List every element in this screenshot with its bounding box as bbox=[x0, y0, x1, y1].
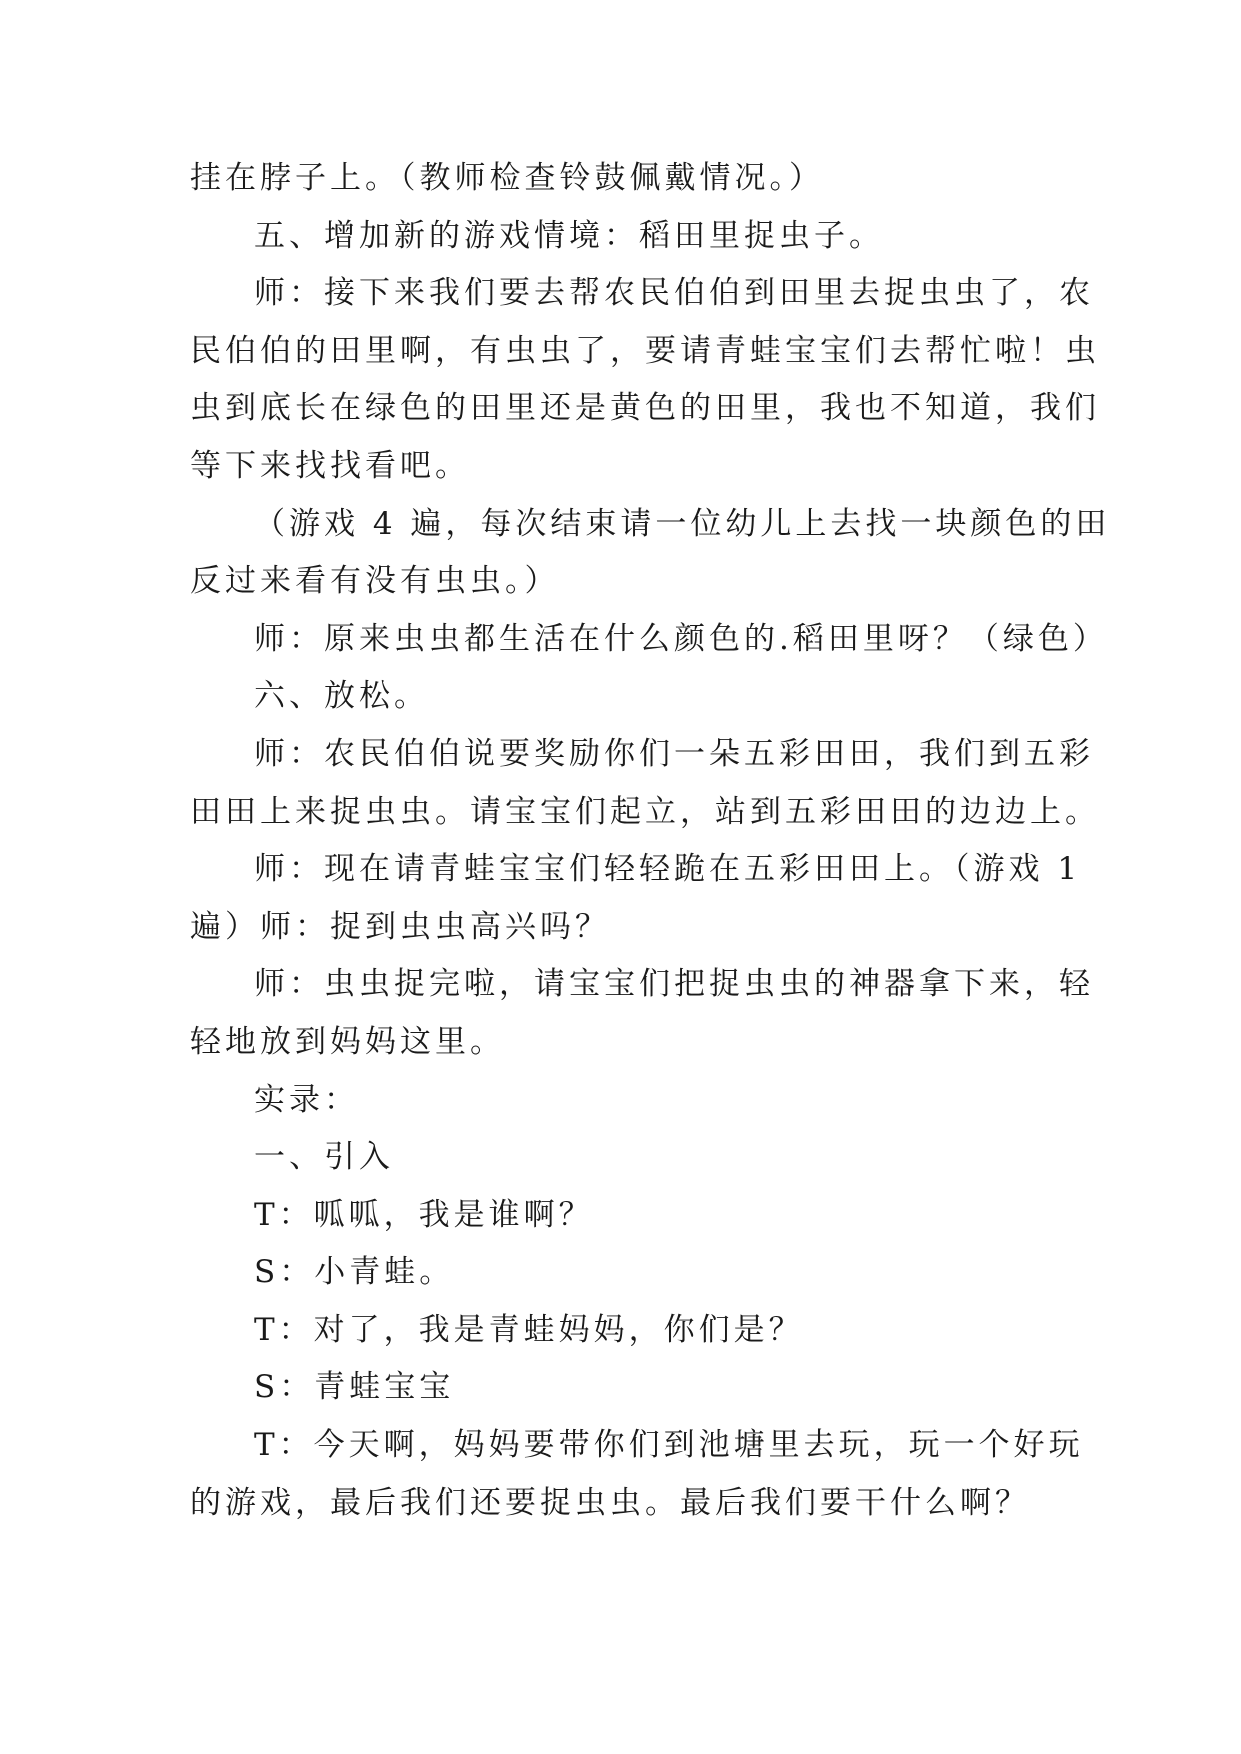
text-line: 民伯伯的田里啊，有虫虫了，要请青蛙宝宝们去帮忙啦！虫 bbox=[190, 332, 1100, 369]
text-line: 挂在脖子上。（教师检查铃鼓佩戴情况。） bbox=[190, 160, 824, 196]
text-line: 的游戏，最后我们还要捉虫虫。最后我们要干什么啊？ bbox=[190, 1484, 1030, 1521]
text-line: T：呱呱，我是谁啊？ bbox=[254, 1196, 594, 1233]
text-line: 轻地放到妈妈这里。 bbox=[190, 1023, 505, 1060]
text-line: （游戏 4 遍，每次结束请一位幼儿上去找一块颜色的田 bbox=[254, 505, 1111, 542]
text-line: 师：虫虫捉完啦，请宝宝们把捉虫虫的神器拿下来，轻 bbox=[254, 966, 1094, 1003]
text-line: 虫到底长在绿色的田里还是黄色的田里，我也不知道，我们 bbox=[190, 390, 1100, 427]
text-line: T：今天啊，妈妈要带你们到池塘里去玩，玩一个好玩 bbox=[254, 1427, 1084, 1464]
text-line: 反过来看有没有虫虫。） bbox=[190, 563, 560, 600]
text-line: 师：原来虫虫都生活在什么颜色的.稻田里呀？（绿色） bbox=[254, 620, 1108, 657]
text-line: 六、放松。 bbox=[254, 678, 429, 715]
text-line: T：对了，我是青蛙妈妈，你们是？ bbox=[254, 1311, 804, 1348]
text-line: 一、引入 bbox=[254, 1139, 394, 1176]
text-line: 实录： bbox=[254, 1081, 359, 1118]
text-line: 五、增加新的游戏情境：稻田里捉虫子。 bbox=[254, 217, 884, 254]
text-line: 田田上来捉虫虫。请宝宝们起立，站到五彩田田的边边上。 bbox=[190, 793, 1100, 830]
document-body bbox=[190, 150, 1111, 1532]
text-line: 师：现在请青蛙宝宝们轻轻跪在五彩田田上。（游戏 1 bbox=[254, 851, 1082, 888]
text-line: S：小青蛙。 bbox=[254, 1254, 455, 1291]
text-line: 遍）师：捉到虫虫高兴吗？ bbox=[190, 908, 610, 945]
text-line: 师：接下来我们要去帮农民伯伯到田里去捉虫虫了，农 bbox=[254, 275, 1094, 312]
text-line: S：青蛙宝宝 bbox=[254, 1369, 455, 1406]
text-line: 师：农民伯伯说要奖励你们一朵五彩田田，我们到五彩 bbox=[254, 735, 1094, 772]
text-line: 等下来找找看吧。 bbox=[190, 447, 470, 484]
